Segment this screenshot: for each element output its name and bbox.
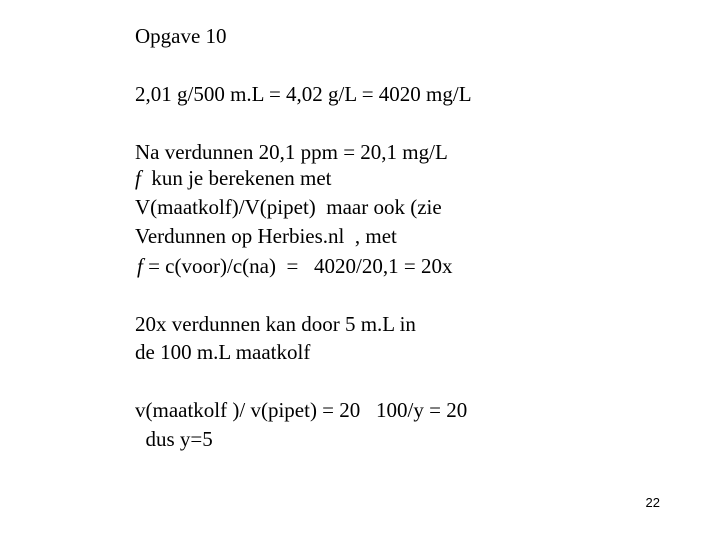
calc-line-1: v(maatkolf )/ v(pipet) = 20 100/y = 20 xyxy=(135,398,468,422)
procedure-line-2: de 100 m.L maatkolf xyxy=(135,340,311,364)
dilution-line-2 xyxy=(135,165,332,191)
f-symbol: f xyxy=(135,166,141,190)
dilution-line-3: V(maatkolf)/V(pipet) maar ook (zie xyxy=(135,195,442,219)
f-symbol-2: f xyxy=(137,254,143,278)
concentration-line: 2,01 g/500 m.L = 4,02 g/L = 4020 mg/L xyxy=(135,82,472,106)
page-number: 22 xyxy=(645,495,660,510)
procedure-line-1: 20x verdunnen kan door 5 m.L in xyxy=(135,312,416,336)
dilution-line-5 xyxy=(137,253,452,279)
dilution-line-5-text: = c(voor)/c(na) = 4020/20,1 = 20x xyxy=(142,254,453,278)
dilution-line-1: Na verdunnen 20,1 ppm = 20,1 mg/L xyxy=(135,140,448,164)
slide-title: Opgave 10 xyxy=(135,24,227,48)
dilution-line-2-text: kun je berekenen met xyxy=(140,166,332,190)
dilution-line-4: Verdunnen op Herbies.nl , met xyxy=(135,224,397,248)
calc-line-2: dus y=5 xyxy=(135,427,213,451)
